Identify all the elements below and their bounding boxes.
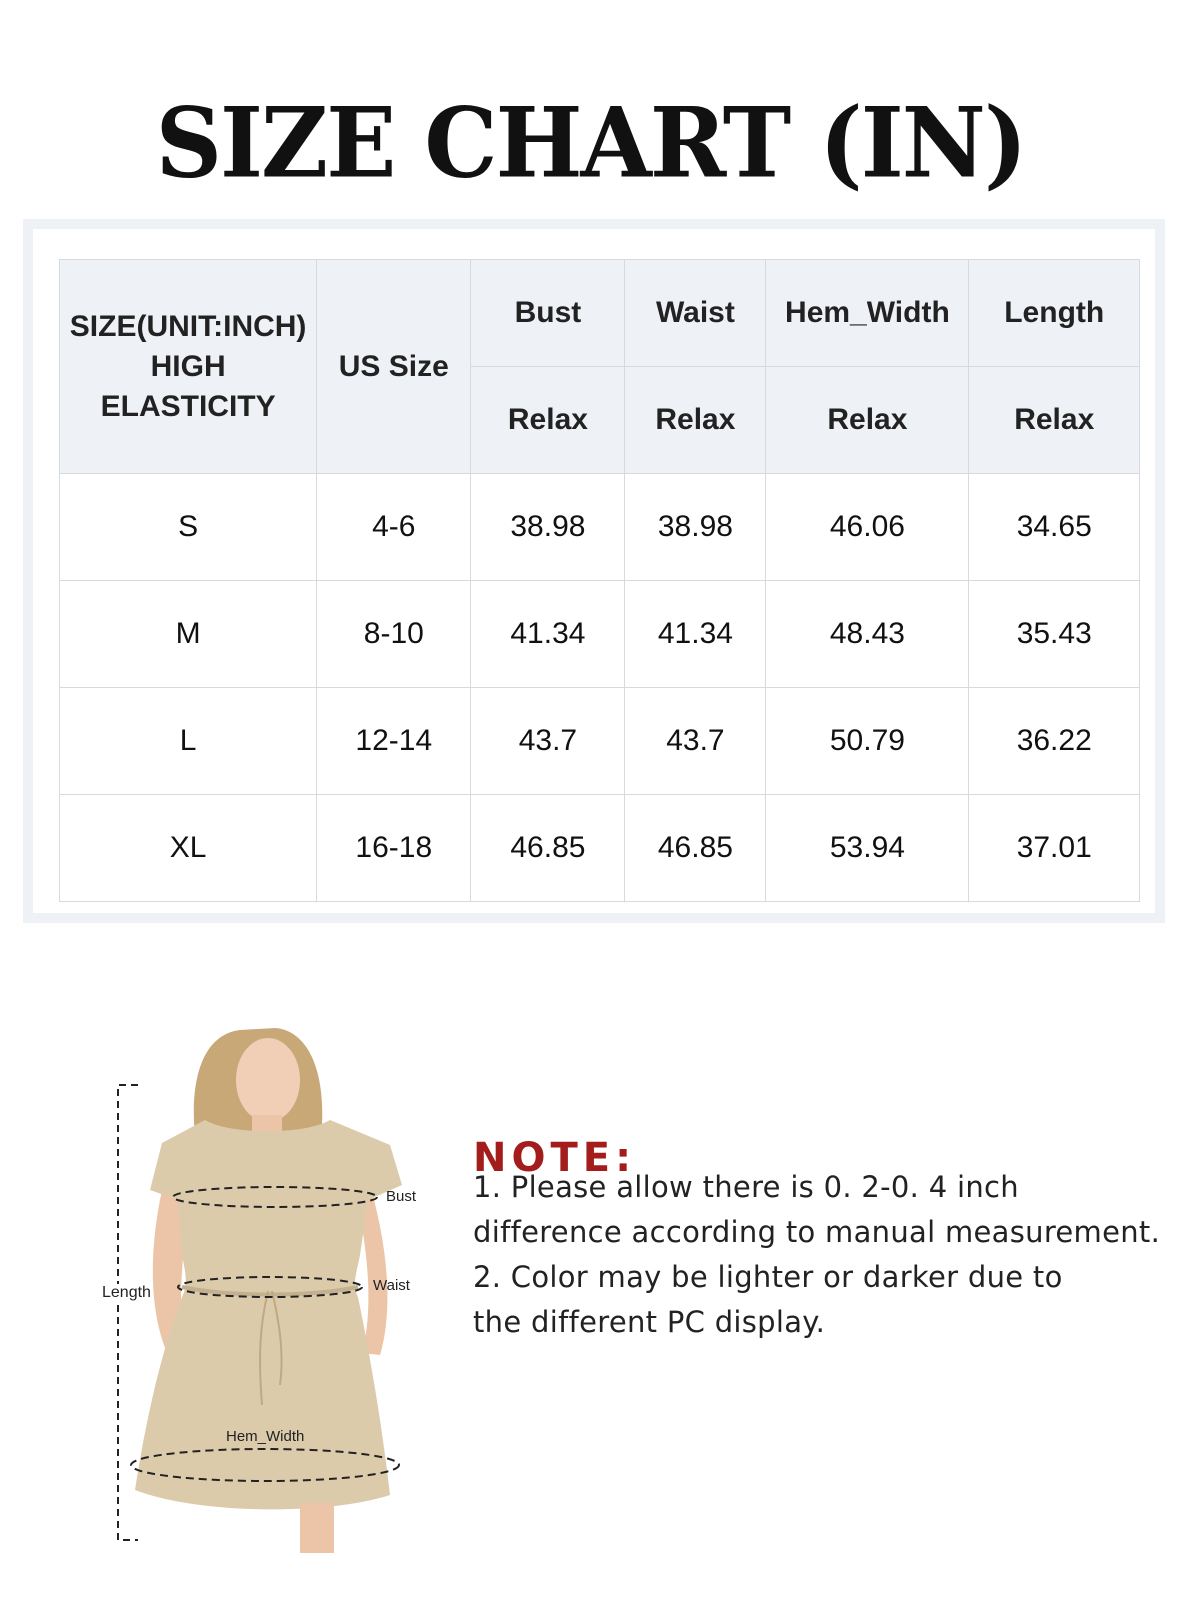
us-size-column-header: US Size xyxy=(317,260,471,474)
table-cell: 12-14 xyxy=(317,688,471,795)
table-cell: S xyxy=(60,474,317,581)
table-row xyxy=(60,474,1140,581)
table-cell: 53.94 xyxy=(766,795,969,902)
hem-width-subheader: Relax xyxy=(766,367,969,474)
table-row xyxy=(60,688,1140,795)
table-cell: 50.79 xyxy=(766,688,969,795)
table-cell: 4-6 xyxy=(317,474,471,581)
table-cell: 46.85 xyxy=(625,795,766,902)
size-column-header: SIZE(UNIT:INCH) HIGH ELASTICITY xyxy=(60,260,317,474)
table-row xyxy=(60,795,1140,902)
table-cell: 48.43 xyxy=(766,581,969,688)
length-column-header: Length xyxy=(969,260,1140,367)
model-leg xyxy=(300,1503,334,1553)
table-cell: 46.06 xyxy=(766,474,969,581)
size-table-frame xyxy=(23,219,1165,923)
table-cell: 46.85 xyxy=(471,795,625,902)
hem-width-column-header: Hem_Width xyxy=(766,260,969,367)
table-cell: 34.65 xyxy=(969,474,1140,581)
table-cell: 16-18 xyxy=(317,795,471,902)
table-cell: 35.43 xyxy=(969,581,1140,688)
table-cell: 8-10 xyxy=(317,581,471,688)
bust-label: Bust xyxy=(386,1188,417,1205)
table-cell: 41.34 xyxy=(625,581,766,688)
page-title: SIZE CHART (IN) xyxy=(155,86,1026,200)
table-cell: 43.7 xyxy=(625,688,766,795)
note-line-3: 2. Color may be lighter or darker due to xyxy=(473,1260,1063,1294)
waist-subheader: Relax xyxy=(625,367,766,474)
table-cell: 38.98 xyxy=(625,474,766,581)
size-table xyxy=(59,259,1140,902)
note-line-1: 1. Please allow there is 0. 2-0. 4 inch xyxy=(473,1170,1019,1204)
table-cell: M xyxy=(60,581,317,688)
table-row xyxy=(60,581,1140,688)
table-cell: 36.22 xyxy=(969,688,1140,795)
table-cell: 37.01 xyxy=(969,795,1140,902)
waist-column-header: Waist xyxy=(625,260,766,367)
bust-column-header: Bust xyxy=(471,260,625,367)
bust-subheader: Relax xyxy=(471,367,625,474)
note-title: NOTE: xyxy=(473,1135,637,1181)
table-cell: L xyxy=(60,688,317,795)
note-line-4: the different PC display. xyxy=(473,1305,826,1339)
hem-width-label: Hem_Width xyxy=(226,1428,305,1445)
waist-label: Waist xyxy=(373,1277,410,1294)
table-cell: 41.34 xyxy=(471,581,625,688)
table-cell: XL xyxy=(60,795,317,902)
table-cell: 43.7 xyxy=(471,688,625,795)
length-label: Length xyxy=(102,1284,151,1301)
note-line-2: difference according to manual measurement. xyxy=(473,1215,1161,1249)
model-face xyxy=(236,1038,300,1122)
table-header-row xyxy=(60,260,1140,367)
length-subheader: Relax xyxy=(969,367,1140,474)
table-cell: 38.98 xyxy=(471,474,625,581)
